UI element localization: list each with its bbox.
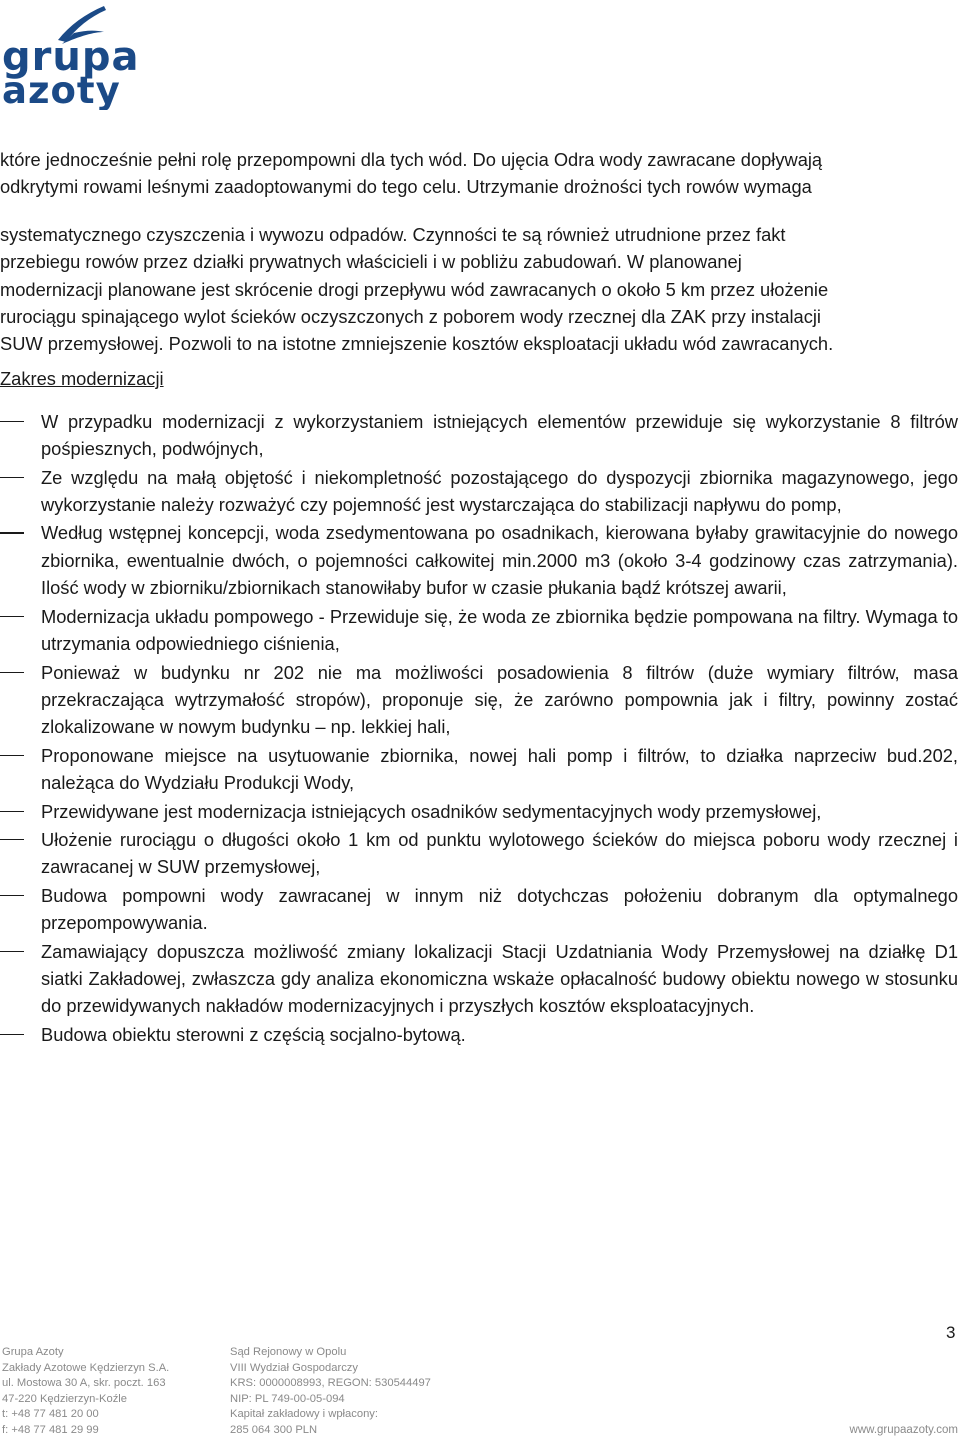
list-item	[0, 1021, 958, 1048]
document-body	[0, 146, 958, 1049]
footer-company-info	[2, 1345, 169, 1439]
list-item	[0, 742, 958, 797]
list-item-text: Ze względu na małą objętość i niekompletność pozostającego do dyspozycji zbiornika magazynowego, jego wykorzystanie należy rozważyć czy pojemność jest wystarczająca do stabilizacji napływu do pomp,	[41, 466, 958, 516]
list-item	[0, 659, 958, 741]
list-item	[0, 408, 958, 463]
list-item-text: Modernizacja układu pompowego - Przewiduje się, że woda ze zbiornika będzie pompowana na filtry. Wymaga to utrzymania odpowiedniego ciśnienia,	[41, 605, 958, 655]
dash-bullet	[0, 811, 24, 812]
list-item	[0, 464, 958, 519]
footer-line: Sąd Rejonowy w Opolu	[230, 1346, 347, 1358]
list-item-text: Ponieważ w budynku nr 202 nie ma możliwości posadowienia 8 filtrów (duże wymiary filtrów, masa przekraczająca wytrzymałość stropów), proponuje się, że zarówno pompownia jak i filtry, powinny zostać zlokalizowane w nowym budynku – np. lekkiej hali,	[41, 661, 958, 738]
footer	[0, 1345, 960, 1440]
dash-bullet	[0, 951, 24, 952]
intro-line: przebiegu rowów przez działki prywatnych właścicieli i w pobliżu zabudowań. W planowanej	[0, 251, 742, 273]
list-item	[0, 798, 958, 825]
list-item-text: Zamawiający dopuszcza możliwość zmiany lokalizacji Stacji Uzdatniania Wody Przemysłowej na działkę D1 siatki Zakładowej, zwłaszcza gdy analiza ekonomiczna wskaże opłacalność budowy obiektu nowego w stosunku do przewidywanych nakładów modernizacyjnych i przyszłych kosztów eksploatacyjnych.	[41, 940, 958, 1017]
footer-line: ul. Mostowa 30 A, skr. poczt. 163	[2, 1377, 166, 1390]
list-item-text: Proponowane miejsce na usytuowanie zbiornika, nowej hali pomp i filtrów, to działka naprzeciw bud.202, należąca do Wydziału Produkcji Wody,	[41, 744, 958, 794]
list-item	[0, 826, 958, 881]
intro-line: modernizacji planowane jest skrócenie drogi przepływu wód zawracanych o około 5 km przez ułożenie	[0, 278, 829, 300]
list-item	[0, 519, 958, 601]
dash-bullet	[0, 839, 24, 840]
svg-text:grupa: grupa	[2, 34, 140, 80]
scope-list	[0, 408, 958, 1048]
intro-line: które jednocześnie pełni rolę przepompowni dla tych wód. Do ujęcia Odra wody zawracane dopływają	[0, 149, 823, 170]
intro-line: rurociągu spinającego wylot ścieków oczyszczonych z poborem wody rzecznej dla ZAK przy instalacji	[0, 306, 821, 328]
intro-line: systematycznego czyszczenia i wywozu odpadów. Czynności te są również utrudnione przez fakt	[0, 223, 786, 245]
dash-bullet	[0, 1034, 24, 1035]
dash-bullet	[0, 616, 24, 617]
dash-bullet	[0, 532, 24, 533]
list-item-text: Według wstępnej koncepcji, woda zsedymentowana po osadnikach, kierowana byłaby grawitacyjnie do nowego zbiornika, ewentualnie dwóch, o pojemności całkowitej min.2000 m3 (około 3-4 godzinowy czas zatrzymania). Ilość wody w zbiorniku/zbiornikach stanowiłaby bufor w czasie płukania bądź krótszej awarii,	[41, 522, 958, 599]
footer-line: VIII Wydział Gospodarczy	[230, 1361, 358, 1374]
footer-line: Grupa Azoty	[2, 1346, 64, 1358]
footer-line: Kapitał zakładowy i wpłacony:	[230, 1408, 378, 1421]
footer-registry-info	[230, 1345, 431, 1439]
grupa-azoty-logo	[0, 0, 165, 110]
footer-line: Zakłady Azotowe Kędzierzyn S.A.	[2, 1361, 170, 1374]
intro-paragraph	[0, 146, 958, 358]
list-item	[0, 882, 958, 937]
list-item-text: Przewidywane jest modernizacja istniejących osadników sedymentacyjnych wody przemysłowej,	[41, 800, 822, 822]
footer-line: t: +48 77 481 20 00	[2, 1408, 99, 1421]
dash-bullet	[0, 672, 24, 673]
footer-line: f: +48 77 481 29 99	[2, 1423, 99, 1436]
list-item-text: Budowa obiektu sterowni z częścią socjalno-bytową.	[41, 1023, 466, 1045]
footer-line: KRS: 0000008993, REGON: 530544497	[230, 1377, 431, 1390]
page-number: 3	[946, 1323, 956, 1342]
footer-line: 285 064 300 PLN	[230, 1423, 318, 1436]
dash-bullet	[0, 421, 24, 422]
svg-text:azoty: azoty	[2, 69, 121, 110]
intro-line: SUW przemysłowej. Pozwoli to na istotne zmniejszenie kosztów eksploatacji układu wód zawracanych.	[0, 333, 834, 355]
list-item-text: Budowa pompowni wody zawracanej w innym niż dotychczas położeniu dobranym dla optymalnego przepompowywania.	[41, 884, 958, 934]
list-item	[0, 603, 958, 658]
intro-line: odkrytymi rowami leśnymi zaadoptowanymi do tego celu. Utrzymanie drożności tych rowów wymaga	[0, 176, 812, 198]
section-heading: Zakres modernizacji	[0, 367, 164, 389]
dash-bullet	[0, 477, 24, 478]
footer-line: NIP: PL 749-00-05-094	[230, 1392, 345, 1405]
list-item	[0, 938, 958, 1020]
list-item-text: W przypadku modernizacji z wykorzystaniem istniejących elementów przewiduje się wykorzystanie 8 filtrów pośpiesznych, podwójnych,	[41, 410, 958, 460]
dash-bullet	[0, 895, 24, 896]
footer-line: 47-220 Kędzierzyn-Koźle	[2, 1392, 127, 1405]
dash-bullet	[0, 755, 24, 756]
list-item-text: Ułożenie rurociągu o długości około 1 km od punktu wylotowego ścieków do miejsca poboru wody rzecznej i zawracanej w SUW przemysłowej,	[41, 828, 958, 878]
footer-website: www.grupaazoty.com	[849, 1424, 958, 1436]
